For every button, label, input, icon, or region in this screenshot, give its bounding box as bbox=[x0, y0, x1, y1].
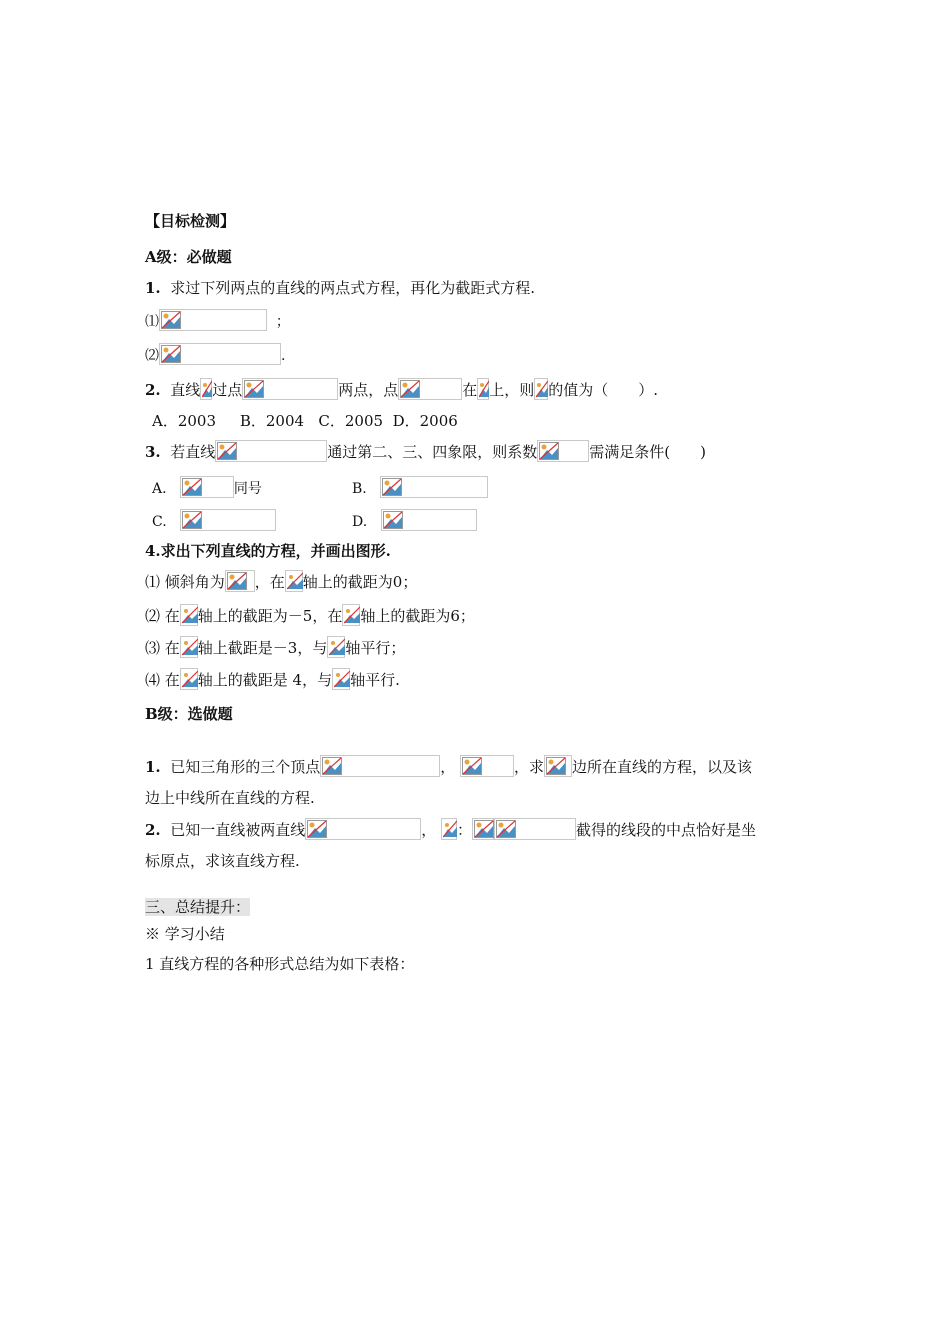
formula-image-icon bbox=[180, 668, 198, 690]
formula-image-icon bbox=[242, 378, 338, 400]
item-text: 轴上的截距为0； bbox=[302, 573, 418, 591]
summary-title-text: 三、总结提升： bbox=[145, 898, 251, 916]
formula-image-icon bbox=[327, 636, 345, 658]
item-text: 轴上的截距为6； bbox=[360, 607, 475, 625]
formula-image-icon bbox=[180, 509, 276, 531]
question-number: 2. bbox=[145, 821, 161, 839]
question-text: 截得的线段的中点恰好是坐 bbox=[576, 821, 757, 839]
b-question-1 bbox=[145, 755, 752, 777]
item-text: 轴上的截距为－5，在 bbox=[197, 607, 343, 625]
level-b-heading: B级：选做题 bbox=[145, 705, 233, 723]
part-label: ⑵ bbox=[145, 348, 159, 364]
item-text: ⑴ 倾斜角为 bbox=[145, 573, 225, 591]
item-text: 轴平行； bbox=[345, 639, 406, 657]
formula-image-icon bbox=[159, 343, 281, 365]
option-b-row bbox=[352, 476, 488, 498]
option-c: C．2005 bbox=[318, 412, 384, 430]
option-a-row bbox=[152, 476, 262, 498]
question-4: 4.求出下列直线的方程，并画出图形. bbox=[145, 542, 391, 560]
formula-image-icon bbox=[320, 755, 440, 777]
item-text: 轴平行. bbox=[350, 671, 400, 689]
b-question-2 bbox=[145, 818, 756, 840]
question-number: 2. bbox=[145, 381, 161, 399]
level-a-heading: A级：必做题 bbox=[145, 248, 232, 266]
formula-image-icon bbox=[215, 440, 327, 462]
table-intro: 1 直线方程的各种形式总结为如下表格： bbox=[145, 955, 415, 973]
option-label: C. bbox=[152, 514, 167, 530]
formula-image-icon bbox=[441, 818, 457, 840]
b-question-2-line-2: 标原点，求该直线方程. bbox=[145, 852, 300, 870]
question-1-part-2 bbox=[145, 343, 285, 365]
b-question-1-line-2: 边上中线所在直线的方程. bbox=[145, 789, 315, 807]
part-label: ⑴ bbox=[145, 314, 159, 330]
question-text: 上，则 bbox=[489, 381, 535, 399]
option-label: A. bbox=[152, 481, 167, 497]
question-4-item-1 bbox=[145, 570, 417, 592]
formula-image-icon bbox=[380, 476, 488, 498]
part-end: ； bbox=[275, 314, 290, 330]
question-number: 3. bbox=[145, 443, 161, 461]
formula-image-icon bbox=[285, 570, 303, 592]
question-text: 已知一直线被两直线 bbox=[170, 821, 306, 839]
question-text: 需满足条件( ) bbox=[589, 443, 706, 461]
formula-image-icon bbox=[537, 440, 589, 462]
option-a: A．2003 bbox=[152, 412, 217, 430]
question-text: 两点，点 bbox=[338, 381, 399, 399]
option-text: 同号 bbox=[233, 481, 262, 497]
formula-image-icon bbox=[225, 570, 255, 592]
question-1-part-1 bbox=[145, 309, 290, 331]
option-d: D．2006 bbox=[392, 412, 458, 430]
question-text: 通过第二、三、四象限，则系数 bbox=[327, 443, 538, 461]
question-text: 已知三角形的三个顶点 bbox=[170, 758, 321, 776]
item-text: 轴上的截距是 4，与 bbox=[197, 671, 333, 689]
question-text: 过点 bbox=[212, 381, 243, 399]
formula-image-icon bbox=[180, 636, 198, 658]
option-label: B. bbox=[352, 481, 367, 497]
question-2-options bbox=[152, 410, 458, 432]
question-text: 求过下列两点的直线的两点式方程，再化为截距式方程. bbox=[170, 279, 535, 297]
question-text: 的值为（ ）. bbox=[548, 381, 659, 399]
option-d-row bbox=[352, 509, 477, 531]
formula-image-icon bbox=[305, 818, 421, 840]
part-end: . bbox=[281, 348, 286, 364]
question-number: 1. bbox=[145, 279, 161, 297]
formula-image-icon bbox=[180, 476, 234, 498]
question-4-item-2 bbox=[145, 604, 475, 626]
question-4-item-3 bbox=[145, 636, 405, 658]
formula-image-icon bbox=[460, 755, 514, 777]
question-text: ， bbox=[421, 821, 437, 839]
formula-image-icon bbox=[200, 378, 212, 400]
summary-title bbox=[145, 896, 250, 918]
formula-image-icon bbox=[544, 755, 572, 777]
item-text: ，在 bbox=[254, 573, 285, 591]
item-text: ⑷ 在 bbox=[145, 671, 180, 689]
question-text: ，求 bbox=[514, 758, 545, 776]
formula-image-icon bbox=[494, 818, 576, 840]
question-text: 若直线 bbox=[170, 443, 216, 461]
formula-image-icon bbox=[477, 378, 489, 400]
option-label: D. bbox=[352, 514, 368, 530]
option-c-row bbox=[152, 509, 276, 531]
question-4-item-4 bbox=[145, 668, 400, 690]
formula-image-icon bbox=[159, 309, 267, 331]
item-text: ⑶ 在 bbox=[145, 639, 180, 657]
item-text: ⑵ 在 bbox=[145, 607, 180, 625]
study-summary: ※ 学习小结 bbox=[145, 925, 225, 943]
formula-image-icon bbox=[381, 509, 477, 531]
question-text: ： bbox=[457, 821, 473, 839]
formula-image-icon bbox=[398, 378, 462, 400]
section-title: 【目标检测】 bbox=[145, 212, 236, 230]
question-text: 边所在直线的方程，以及该 bbox=[572, 758, 753, 776]
question-number: 1. bbox=[145, 758, 161, 776]
question-3 bbox=[145, 440, 706, 462]
question-text: 直线 bbox=[170, 381, 201, 399]
option-b: B．2004 bbox=[239, 412, 305, 430]
item-text: 轴上截距是－3，与 bbox=[197, 639, 328, 657]
formula-image-icon bbox=[534, 378, 548, 400]
formula-image-icon bbox=[332, 668, 350, 690]
formula-image-icon bbox=[342, 604, 360, 626]
formula-image-icon bbox=[180, 604, 198, 626]
question-2 bbox=[145, 378, 658, 400]
question-1 bbox=[145, 277, 535, 299]
formula-image-icon bbox=[472, 818, 494, 840]
question-text: 在 bbox=[462, 381, 478, 399]
question-text: ， bbox=[440, 758, 456, 776]
